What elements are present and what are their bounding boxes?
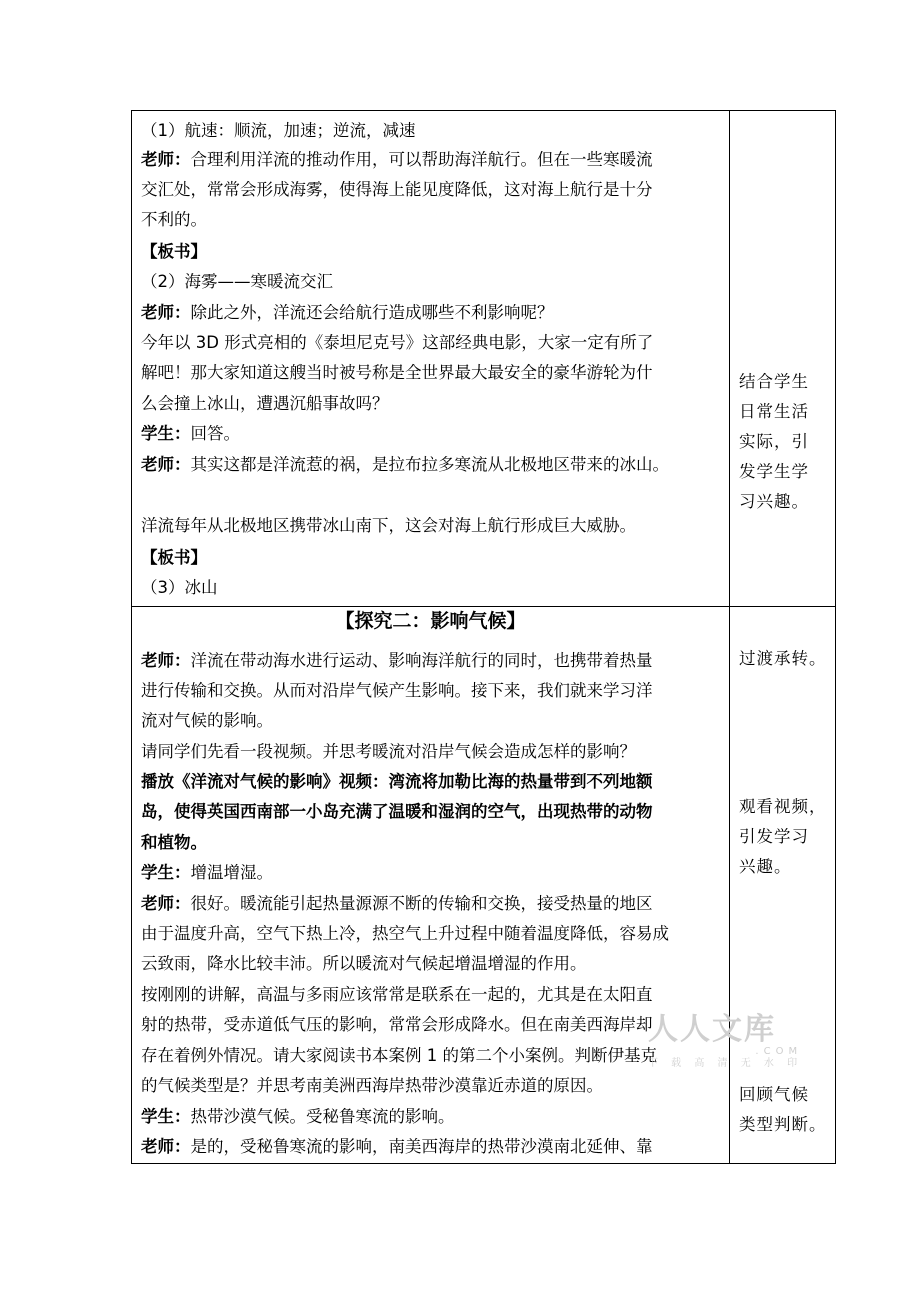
- speaker-label: 学生：: [141, 1107, 191, 1126]
- speaker-text: 其实这都是洋流惹的祸，是拉布拉多寒流从北极地区带来的冰山。: [190, 455, 669, 474]
- watermark-domain: .COM: [755, 1046, 803, 1057]
- text-line: （3）冰山: [141, 578, 218, 597]
- text-line: 【板书】: [141, 242, 207, 261]
- speaker-text: 增温增湿。: [190, 863, 273, 882]
- note-line: 实际，引: [739, 432, 809, 451]
- speaker-text: 回答。: [190, 424, 240, 443]
- text-line: 岛，使得英国西南部一小岛充满了温暖和湿润的空气，出现热带的动物: [141, 802, 653, 821]
- note-line: 回顾气候: [739, 1085, 809, 1104]
- note-line: 类型判断。: [739, 1115, 827, 1134]
- lesson-table: [131, 110, 836, 1164]
- speaker-text: 是的，受秘鲁寒流的影响，南美西海岸的热带沙漠南北延伸、靠: [190, 1137, 653, 1156]
- watermark-logo-text: 人人文库: [648, 1012, 776, 1047]
- text-line: [141, 424, 240, 444]
- speaker-label: 老师：: [141, 150, 191, 169]
- text-line: 么会撞上冰山，遭遇沉船事故吗？: [141, 394, 389, 413]
- note-line: 观看视频，: [739, 797, 827, 816]
- note-line: 发学生学: [739, 462, 809, 481]
- speaker-label: 老师：: [141, 455, 191, 474]
- text-line: 由于温度升高，空气下热上冷，热空气上升过程中随着温度降低，容易成: [141, 924, 669, 943]
- text-line: [141, 863, 273, 883]
- speaker-label: 老师：: [141, 303, 191, 322]
- text-line: 的气候类型是？并思考南美洲西海岸热带沙漠靠近赤道的原因。: [141, 1076, 603, 1095]
- text-line: （2）海雾——寒暖流交汇: [141, 272, 333, 291]
- column-divider: [729, 111, 730, 1163]
- text-line: 播放《洋流对气候的影响》视频：湾流将加勒比海的热量带到不列地额: [141, 772, 653, 791]
- text-line: 解吧！那大家知道这艘当时被号称是全世界最大最安全的豪华游轮为什: [141, 363, 653, 382]
- text-line: 请同学们先看一段视频。并思考暖流对沿岸气候会造成怎样的影响？: [141, 742, 636, 761]
- watermark: [648, 1014, 802, 1070]
- text-line: [141, 150, 653, 170]
- speaker-text: 洋流在带动海水进行运动、影响海洋航行的同时，也携带着热量: [190, 651, 653, 670]
- section-2-title: 【探究二：影响气候】: [335, 610, 526, 632]
- text-line: [141, 1137, 653, 1157]
- text-line: 交汇处，常常会形成海雾，使得海上能见度降低，这对海上航行是十分: [141, 180, 653, 199]
- text-line: [141, 894, 653, 914]
- text-line: [141, 1107, 455, 1127]
- speaker-label: 老师：: [141, 894, 191, 913]
- note-line: 日常生活: [739, 402, 809, 421]
- note-line: 结合学生: [739, 372, 809, 391]
- text-line: [141, 303, 554, 323]
- row-divider: [132, 606, 835, 607]
- note-line: 习兴趣。: [739, 492, 809, 511]
- text-line: 按刚刚的讲解，高温与多雨应该常常是联系在一起的，尤其是在太阳直: [141, 985, 653, 1004]
- text-line: 流对气候的影响。: [141, 711, 273, 730]
- text-line: 【板书】: [141, 548, 207, 567]
- text-line: 进行传输和交换。从而对沿岸气候产生影响。接下来，我们就来学习洋: [141, 681, 653, 700]
- speaker-text: 热带沙漠气候。受秘鲁寒流的影响。: [190, 1107, 455, 1126]
- speaker-label: 老师：: [141, 1137, 191, 1156]
- text-line: [141, 455, 669, 475]
- speaker-text: 合理利用洋流的推动作用，可以帮助海洋航行。但在一些寒暖流: [190, 150, 653, 169]
- text-line: 洋流每年从北极地区携带冰山南下，这会对海上航行形成巨大威胁。: [141, 516, 636, 535]
- text-line: （1）航速：顺流，加速；逆流，减速: [141, 121, 416, 140]
- note-line: 兴趣。: [739, 857, 792, 876]
- watermark-tagline: 下 载 高 清 无 水 印: [648, 1058, 803, 1069]
- text-line: 存在着例外情况。请大家阅读书本案例 1 的第二个小案例。判断伊基克: [141, 1046, 657, 1065]
- text-line: 射的热带，受赤道低气压的影响，常常会形成降水。但在南美西海岸却: [141, 1015, 653, 1034]
- speaker-label: 老师：: [141, 651, 191, 670]
- speaker-label: 学生：: [141, 863, 191, 882]
- note-line: 过渡承转。: [739, 649, 827, 668]
- speaker-text: 很好。暖流能引起热量源源不断的传输和交换，接受热量的地区: [190, 894, 653, 913]
- text-line: [141, 651, 653, 671]
- text-line: 今年以 3D 形式亮相的《泰坦尼克号》这部经典电影，大家一定有所了: [141, 333, 654, 352]
- speaker-text: 除此之外，洋流还会给航行造成哪些不利影响呢？: [190, 303, 554, 322]
- speaker-label: 学生：: [141, 424, 191, 443]
- text-line: 不利的。: [141, 210, 207, 229]
- text-line: 和植物。: [141, 833, 207, 852]
- note-line: 引发学习: [739, 827, 809, 846]
- text-line: 云致雨，降水比较丰沛。所以暖流对气候起增温增湿的作用。: [141, 954, 587, 973]
